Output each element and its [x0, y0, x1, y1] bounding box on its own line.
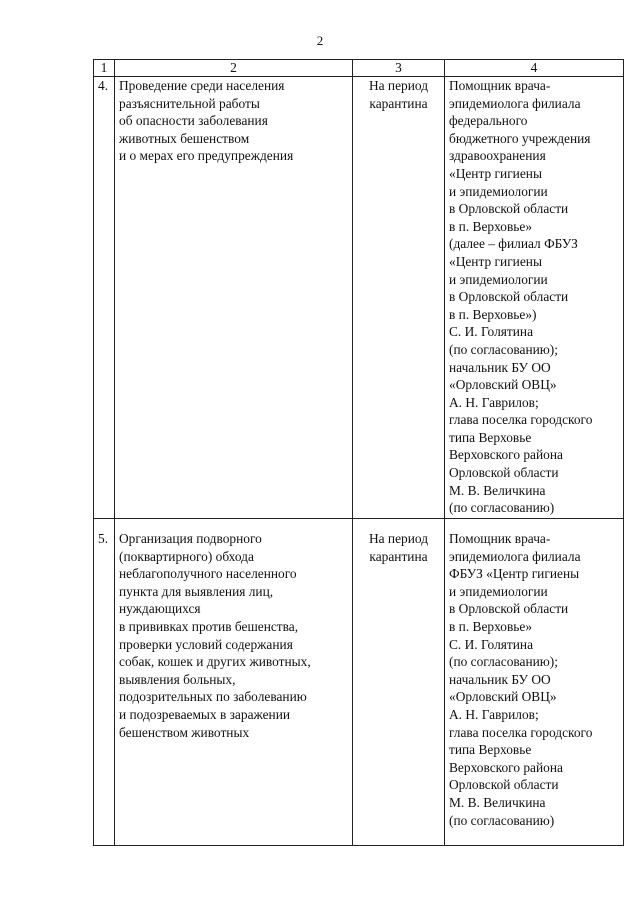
column-header: 2 [115, 60, 353, 77]
period-line: карантина [369, 548, 428, 564]
responsible-line: А. Н. Гаврилов; [449, 706, 539, 722]
column-header: 1 [94, 60, 115, 77]
responsible-line: в Орловской области [449, 201, 569, 217]
responsible-line: (по согласованию) [449, 500, 555, 516]
activity-line: бешенством животных [119, 724, 250, 740]
responsible-line: и эпидемиологии [449, 183, 548, 199]
responsible-line: Орловской области [449, 777, 559, 793]
activity-line: в прививках против бешенства, [119, 618, 299, 634]
activity-line: нуждающихся [119, 601, 201, 617]
responsible-line: (по согласованию); [449, 654, 558, 670]
period-line: На период [368, 531, 429, 546]
row-number: 4. [94, 77, 115, 519]
responsible-line: в Орловской области [449, 289, 569, 305]
responsible-line: ФБУЗ «Центр гигиены [449, 566, 580, 582]
responsible-line: А. Н. Гаврилов; [449, 394, 539, 410]
responsible-line: типа Верховье [449, 429, 532, 445]
responsible-line: «Центр гигиены [449, 253, 542, 269]
period-line: карантина [369, 95, 428, 111]
responsible-line: (по согласованию); [449, 341, 558, 357]
responsible-line: бюджетного учреждения [449, 130, 591, 146]
responsible-line: в п. Верховье» [449, 618, 533, 634]
responsible-line: эпидемиолога филиала [449, 548, 581, 564]
period-line: На период [368, 78, 429, 93]
period-cell [353, 519, 445, 846]
activity-line: Проведение среди населения [119, 78, 285, 93]
responsible-line: здравоохранения [449, 148, 546, 164]
activity-cell [115, 77, 353, 519]
activity-line: об опасности заболевания [119, 113, 268, 129]
responsible-line: глава поселка городского [449, 412, 593, 428]
responsible-line: и эпидемиологии [449, 583, 548, 599]
period-cell [353, 77, 445, 519]
responsible-line: Помощник врача- [449, 531, 551, 546]
responsible-line: типа Верховье [449, 742, 532, 758]
page-number: 2 [316, 33, 324, 48]
responsible-line: М. В. Величкина [449, 794, 546, 810]
table-header-row [94, 60, 624, 77]
responsible-line: федерального [449, 113, 528, 129]
activity-line: выявления больных, [119, 671, 236, 687]
responsible-line: глава поселка городского [449, 724, 593, 740]
responsible-line: «Орловский ОВЦ» [449, 377, 557, 393]
activity-line: неблагополучного населенного [119, 566, 297, 582]
responsible-line: эпидемиолога филиала [449, 95, 581, 111]
activity-line: проверки условий содержания [119, 636, 293, 652]
activity-cell [115, 519, 353, 846]
responsible-line: (далее – филиал ФБУЗ [449, 236, 578, 252]
responsible-line: в п. Верховье» [449, 218, 533, 234]
responsible-line: «Орловский ОВЦ» [449, 689, 557, 705]
responsible-line: Орловской области [449, 465, 559, 481]
responsible-line: Верховского района [449, 447, 563, 463]
activity-line: (поквартирного) обхода [119, 548, 254, 564]
activity-line: подозрительных по заболеванию [119, 689, 307, 705]
activity-line: и подозреваемых в заражении [119, 706, 291, 722]
responsible-line: Помощник врача- [449, 78, 551, 93]
responsible-line: Верховского района [449, 759, 563, 775]
responsible-line: и эпидемиологии [449, 271, 548, 287]
responsible-line: М. В. Величкина [449, 482, 546, 498]
activity-line: животных бешенством [119, 130, 250, 146]
activity-line: пункта для выявления лиц, [119, 583, 274, 599]
responsible-line: С. И. Голятина [449, 324, 534, 340]
table-row [94, 77, 624, 519]
measures-table [93, 59, 624, 846]
responsible-line: в Орловской области [449, 601, 569, 617]
responsible-line: начальник БУ ОО [449, 671, 551, 687]
responsible-line: в п. Верховье») [449, 306, 537, 322]
responsible-cell [445, 519, 624, 846]
activity-line: разъяснительной работы [119, 95, 260, 111]
row-number: 5. [94, 519, 115, 846]
activity-line: собак, кошек и других животных, [119, 654, 311, 670]
responsible-line: «Центр гигиены [449, 165, 542, 181]
column-header: 4 [445, 60, 624, 77]
column-header: 3 [353, 60, 445, 77]
responsible-line: начальник БУ ОО [449, 359, 551, 375]
activity-line: Организация подворного [119, 531, 262, 546]
activity-line: и о мерах его предупреждения [119, 148, 294, 164]
responsible-line: (по согласованию) [449, 812, 555, 828]
table-row [94, 519, 624, 846]
responsible-line: С. И. Голятина [449, 636, 534, 652]
responsible-cell [445, 77, 624, 519]
